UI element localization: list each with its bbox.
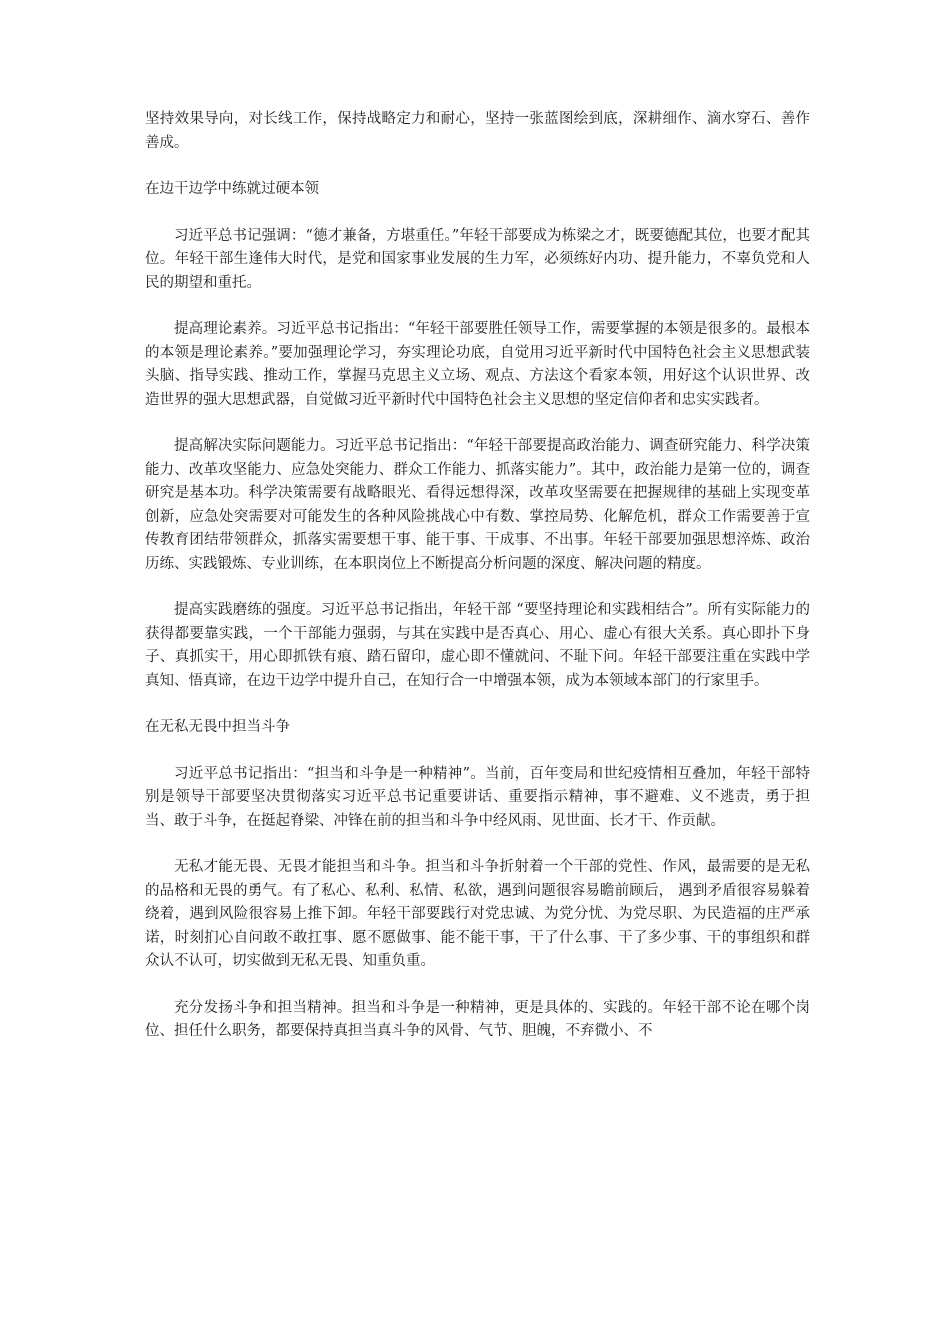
paragraph: 习近平总书记指出：“担当和斗争是一种精神”。当前，百年变局和世纪疫情相互叠加，年轻干部特别是领导干部要坚决贯彻落实习近平总书记重要讲话、重要指示精神，事不避难、义不逃责，勇于担当、敢于斗争，在挺起脊梁、冲锋在前的担当和斗争中经风雨、见世面、长才干、作贡献。 xyxy=(145,765,810,829)
paragraph: 提高理论素养。习近平总书记指出：“年轻干部要胜任领导工作，需要掌握的本领是很多的。最根本的本领是理论素养。”要加强理论学习，夯实理论功底，自觉用习近平新时代中国特色社会主义思想武装头脑、指导实践、推动工作，掌握马克思主义立场、观点、方法这个看家本领，用好这个认识世界、改造世界的强大思想武器，自觉做习近平新时代中国特色社会主义思想的坚定信仰者和忠实实践者。 xyxy=(145,321,810,408)
section-heading: 在无私无畏中担当斗争 xyxy=(145,719,290,735)
paragraph: 提高实践磨练的强度。习近平总书记指出，年轻干部 “要坚持理论和实践相结合”。所有实际能力的获得都要靠实践，一个干部能力强弱，与其在实践中是否真心、用心、虚心有很大关系。真心即扑下身子、真抓实干，用心即抓铁有痕、踏石留印，虚心即不懂就问、不耻下问。年轻干部要注重在实践中学真知、悟真谛，在边干边学中提升自己，在知行合一中增强本领，成为本领域本部门的行家里手。 xyxy=(145,602,810,689)
document-body xyxy=(145,108,810,1067)
paragraph: 无私才能无畏、无畏才能担当和斗争。担当和斗争折射着一个干部的党性、作风，最需要的是无私的品格和无畏的勇气。有了私心、私利、私情、私欲，遇到问题很容易瞻前顾后， 遇到矛盾很容易躲着绕着，遇到风险很容易上推下卸。年轻干部要践行对党忠诚、为党分忧、为党尽职、为民造福的庄严承诺，时刻扪心自问敢不敢扛事、愿不愿做事、能不能干事，干了什么事、干了多少事、干的事组织和群众认不认可，切实做到无私无畏、知重负重。 xyxy=(145,859,810,969)
paragraph: 提高解决实际问题能力。习近平总书记指出：“年轻干部要提高政治能力、调查研究能力、科学决策能力、改革攻坚能力、应急处突能力、群众工作能力、抓落实能力”。其中，政治能力是第一位的，调查研究是基本功。科学决策需要有战略眼光、看得远想得深，改革攻坚需要在把握规律的基础上实现变革创新，应急处突需要对可能发生的各种风险挑战心中有数、掌控局势、化解危机，群众工作需要善于宣传教育团结带领群众，抓落实需要想干事、能干事、干成事、不出事。年轻干部要加强思想淬炼、政治历练、实践锻炼、专业训练，在本职岗位上不断提高分析问题的深度、解决问题的精度。 xyxy=(145,438,810,572)
paragraph: 习近平总书记强调：“德才兼备，方堪重任。”年轻干部要成为栋梁之才，既要德配其位，也要才配其位。年轻干部生逢伟大时代，是党和国家事业发展的生力军，必须练好内功、提升能力，不辜负党和人民的期望和重托。 xyxy=(145,227,810,291)
section-heading: 在边干边学中练就过硬本领 xyxy=(145,181,319,197)
paragraph: 充分发扬斗争和担当精神。担当和斗争是一种精神，更是具体的、实践的。年轻干部不论在哪个岗位、担任什么职务，都要保持真担当真斗争的风骨、气节、胆魄，不弃微小、不 xyxy=(145,999,810,1039)
paragraph: 坚持效果导向，对长线工作，保持战略定力和耐心，坚持一张蓝图绘到底，深耕细作、滴水穿石、善作善成。 xyxy=(145,111,810,151)
